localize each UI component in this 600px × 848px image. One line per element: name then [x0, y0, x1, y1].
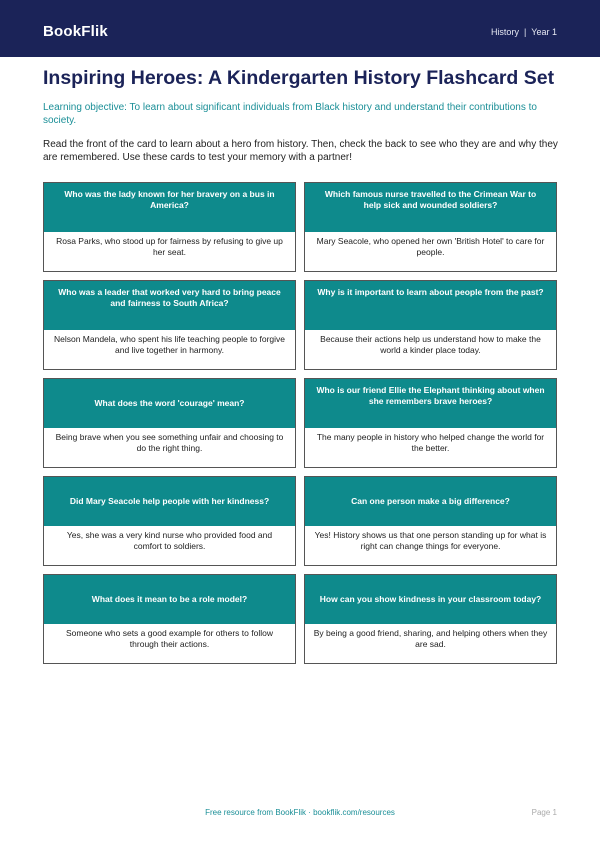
flashcard[interactable] [43, 280, 296, 370]
card-back: Mary Seacole, who opened her own 'British Hotel' to care for people. [316, 236, 545, 257]
card-front: Who was a leader that worked very hard to bring peace and fairness to South Africa? [44, 281, 295, 330]
flashcard[interactable] [43, 182, 296, 272]
flashcard[interactable] [43, 476, 296, 566]
card-front: Did Mary Seacole help people with her kindness? [44, 477, 295, 526]
card-front: What does it mean to be a role model? [44, 575, 295, 624]
brand-logo[interactable]: BookFlik [43, 23, 108, 40]
flashcard[interactable] [304, 476, 557, 566]
flashcard[interactable] [304, 378, 557, 468]
card-front: Can one person make a big difference? [305, 477, 556, 526]
flashcard[interactable] [304, 574, 557, 664]
flashcard-grid [43, 182, 557, 664]
instructions: Read the front of the card to learn about a hero from history. Then, check the back to see who they are and why they are remembered. Use these cards to test your memory with a partner! [43, 139, 558, 163]
card-back: By being a good friend, sharing, and helping others when they are sad. [313, 628, 548, 649]
card-back: Yes! History shows us that one person standing up for what is right can change things for everyone. [314, 530, 547, 551]
card-back: Someone who sets a good example for others to follow through their actions. [66, 628, 273, 649]
card-front: What does the word 'courage' mean? [44, 379, 295, 428]
page-header [0, 0, 600, 57]
footer-link[interactable]: Free resource from BookFlik · bookflik.com/resources [205, 808, 395, 817]
flashcard[interactable] [304, 182, 557, 272]
card-back: Nelson Mandela, who spent his life teaching people to forgive and live together in harmony. [53, 334, 286, 355]
card-front: Which famous nurse travelled to the Crimean War to help sick and wounded soldiers? [305, 183, 556, 232]
page-title: Inspiring Heroes: A Kindergarten History Flashcard Set [43, 67, 555, 89]
card-front: Who was the lady known for her bravery on a bus in America? [44, 183, 295, 232]
card-front: Who is our friend Ellie the Elephant thinking about when she remembers brave heroes? [305, 379, 556, 428]
breadcrumb [491, 27, 557, 37]
breadcrumb-year: Year 1 [531, 27, 557, 37]
card-back: The many people in history who helped change the world for the better. [316, 432, 545, 453]
card-back: Because their actions help us understand how to make the world a kinder place today. [320, 334, 541, 355]
card-back: Being brave when you see something unfair and choosing to do the right thing. [55, 432, 284, 453]
card-front: Why is it important to learn about people from the past? [305, 281, 556, 330]
breadcrumb-separator: | [523, 27, 527, 37]
card-front: How can you show kindness in your classroom today? [305, 575, 556, 624]
breadcrumb-subject: History [490, 27, 519, 37]
page-number: Page 1 [531, 808, 557, 817]
card-back: Rosa Parks, who stood up for fairness by refusing to give up her seat. [56, 236, 283, 257]
flashcard[interactable] [304, 280, 557, 370]
card-back: Yes, she was a very kind nurse who provided food and comfort to soldiers. [66, 530, 273, 551]
flashcard[interactable] [43, 574, 296, 664]
learning-objective: Learning objective: To learn about significant individuals from Black history and understand their contributions to society. [43, 102, 537, 126]
flashcard[interactable] [43, 378, 296, 468]
